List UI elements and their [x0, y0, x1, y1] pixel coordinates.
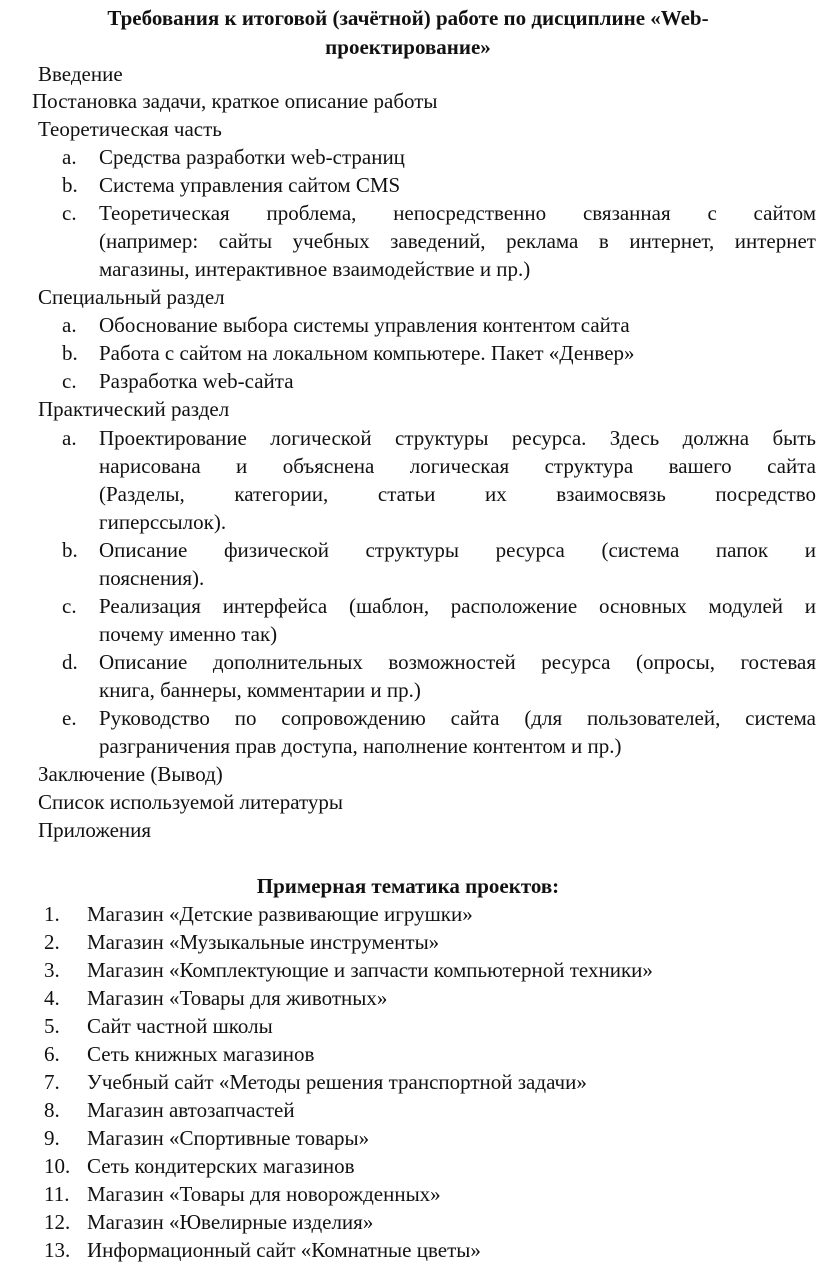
list-item-text: (например: сайты учебных заведений, реклама в интернет, интернет — [99, 229, 816, 253]
project-text: Магазин «Товары для животных» — [87, 986, 388, 1010]
list-marker: c. — [62, 201, 77, 225]
project-marker: 7. — [44, 1070, 60, 1094]
list-marker: b. — [62, 173, 78, 197]
project-item — [44, 1180, 816, 1208]
project-marker: 11. — [44, 1182, 70, 1206]
section-conclusion: Заключение (Вывод) — [38, 762, 223, 786]
project-marker: 10. — [44, 1154, 71, 1178]
list-item-text: гиперссылок). — [99, 510, 227, 534]
document-title — [30, 4, 786, 62]
list-marker: b. — [62, 538, 78, 562]
project-item — [44, 1236, 816, 1264]
project-marker: 1. — [44, 902, 60, 926]
project-marker: 3. — [44, 958, 60, 982]
project-text: Магазин «Детские развивающие игрушки» — [87, 902, 473, 926]
section-task: Постановка задачи, краткое описание работы — [32, 89, 438, 113]
project-marker: 4. — [44, 986, 60, 1010]
list-item-text: Теоретическая проблема, непосредственно связанная с сайтом — [99, 201, 816, 225]
project-text: Информационный сайт «Комнатные цветы» — [87, 1238, 481, 1262]
list-item-text: Реализация интерфейса (шаблон, расположение основных модулей и — [99, 594, 816, 618]
list-item-text: (Разделы, категории, статьи их взаимосвязь посредство — [99, 482, 816, 506]
list-marker: e. — [62, 706, 77, 730]
list-item-text: Разработка web-сайта — [99, 369, 294, 393]
project-text: Сеть кондитерских магазинов — [87, 1154, 355, 1178]
list-item-text: магазины, интерактивное взаимодействие и пр.) — [99, 257, 531, 281]
project-marker: 13. — [44, 1238, 71, 1262]
section-appendix: Приложения — [38, 818, 152, 842]
project-text: Магазин «Ювелирные изделия» — [87, 1210, 374, 1234]
section-practical: Практический раздел — [38, 397, 230, 421]
section-intro: Введение — [38, 62, 123, 86]
list-item-text: Описание дополнительных возможностей ресурса (опросы, гостевая — [99, 650, 816, 674]
list-marker: b. — [62, 341, 78, 365]
project-item — [44, 900, 816, 928]
projects-title: Примерная тематика проектов: — [256, 874, 560, 898]
project-text: Магазин «Комплектующие и запчасти компьютерной техники» — [87, 958, 653, 982]
project-item — [44, 1040, 816, 1068]
section-theory: Теоретическая часть — [38, 117, 222, 141]
list-item-text: Руководство по сопровождению сайта (для пользователей, система — [99, 706, 816, 730]
project-text: Сеть книжных магазинов — [87, 1042, 315, 1066]
section-special: Специальный раздел — [38, 285, 225, 309]
project-marker: 5. — [44, 1014, 60, 1038]
section-references: Список используемой литературы — [38, 790, 344, 814]
project-text: Магазин «Музыкальные инструменты» — [87, 930, 440, 954]
list-item-text: нарисована и объяснена логическая структура вашего сайта — [99, 454, 816, 478]
list-marker: a. — [62, 426, 77, 450]
project-marker: 8. — [44, 1098, 60, 1122]
project-marker: 12. — [44, 1210, 71, 1234]
project-marker: 2. — [44, 930, 60, 954]
list-item-text: Система управления сайтом CMS — [99, 173, 401, 197]
list-marker: c. — [62, 594, 77, 618]
list-item-text: книга, баннеры, комментарии и пр.) — [99, 678, 421, 702]
project-item — [44, 1208, 816, 1236]
project-text: Магазин «Спортивные товары» — [87, 1126, 370, 1150]
project-item — [44, 1068, 816, 1096]
list-marker: a. — [62, 145, 77, 169]
list-item-text: Проектирование логической структуры ресурса. Здесь должна быть — [99, 426, 816, 450]
title-line-2: проектирование» — [325, 35, 491, 59]
project-item — [44, 1152, 816, 1180]
title-line-1: Требования к итоговой (зачётной) работе по дисциплине «Web- — [107, 6, 709, 30]
list-item-text: Описание физической структуры ресурса (система папок и — [99, 538, 816, 562]
list-item-text: Обоснование выбора системы управления контентом сайта — [99, 313, 630, 337]
list-item-text: пояснения). — [99, 566, 205, 590]
project-item — [44, 1124, 816, 1152]
project-item — [44, 1096, 816, 1124]
list-marker: a. — [62, 313, 77, 337]
project-item — [44, 1012, 816, 1040]
list-marker: d. — [62, 650, 78, 674]
list-item-text: почему именно так) — [99, 622, 278, 646]
project-item — [44, 984, 816, 1012]
list-item-text: Средства разработки web-страниц — [99, 145, 405, 169]
project-item — [44, 956, 816, 984]
project-text: Магазин автозапчастей — [87, 1098, 295, 1122]
list-marker: c. — [62, 369, 77, 393]
project-marker: 9. — [44, 1126, 60, 1150]
list-item-text: разграничения прав доступа, наполнение контентом и пр.) — [99, 734, 622, 758]
project-text: Магазин «Товары для новорожденных» — [87, 1182, 441, 1206]
list-item-text: Работа с сайтом на локальном компьютере. Пакет «Денвер» — [99, 341, 635, 365]
project-item — [44, 928, 816, 956]
project-text: Учебный сайт «Методы решения транспортной задачи» — [87, 1070, 587, 1094]
project-text: Сайт частной школы — [87, 1014, 273, 1038]
project-marker: 6. — [44, 1042, 60, 1066]
